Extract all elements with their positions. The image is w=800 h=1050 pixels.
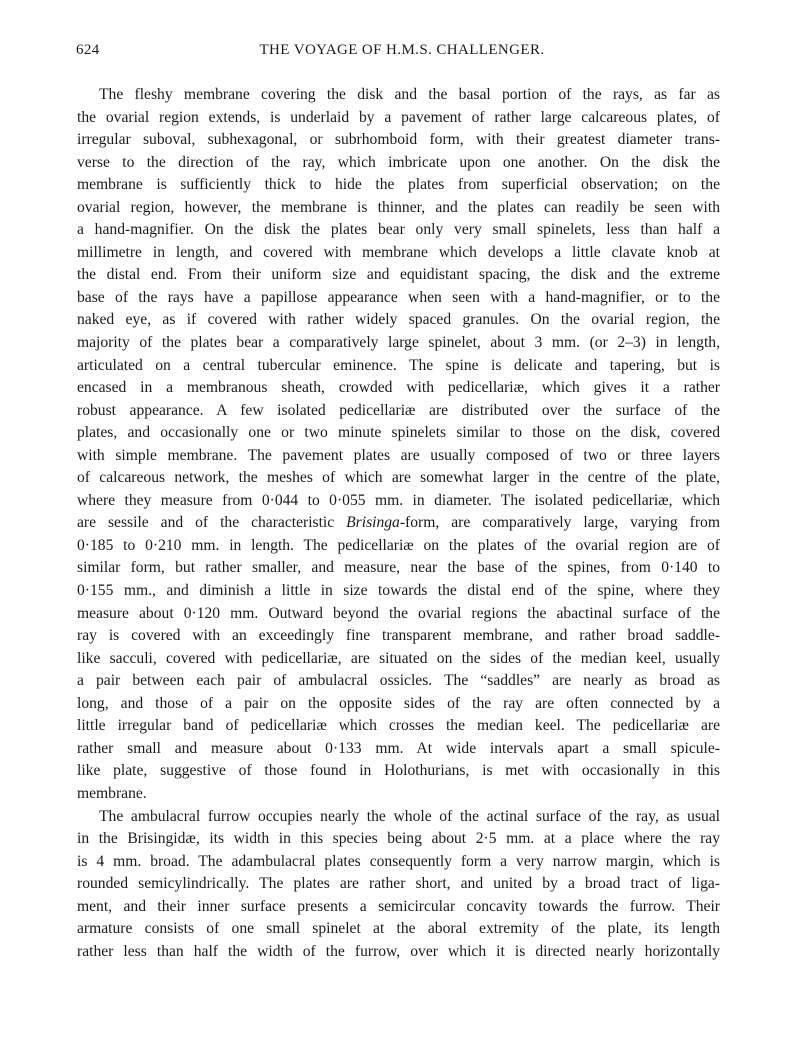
page-header	[76, 42, 728, 66]
text-line: ray is covered with an exceedingly fine transparent membrane, and rather broad saddle-	[77, 627, 720, 645]
text-line: The ambulacral furrow occupies nearly the whole of the actinal surface of the ray, as usual	[99, 807, 720, 825]
text-line: is 4 mm. broad. The adambulacral plates consequently form a very narrow margin, which is	[77, 852, 720, 870]
text-line: membrane is sufficiently thick to hide the plates from superficial observation; on the	[77, 176, 720, 194]
text-line: long, and those of a pair on the opposite sides of the ray are often connected by a	[77, 694, 720, 712]
text-line: where they measure from 0·044 to 0·055 mm. in diameter. The isolated pedicellariæ, which	[77, 491, 720, 509]
text-line: in the Brisingidæ, its width in this species being about 2·5 mm. at a place where the ray	[77, 830, 720, 848]
text-line: naked eye, as if covered with rather widely spaced granules. On the ovarial region, the	[77, 311, 720, 329]
text-line: similar form, but rather smaller, and measure, near the base of the spines, from 0·140 to	[77, 559, 720, 577]
text-line: with simple membrane. The pavement plates are usually composed of two or three layers	[77, 446, 720, 464]
text-line: encased in a membranous sheath, crowded with pedicellariæ, which gives it a rather	[77, 379, 720, 397]
text-line: rather small and measure about 0·133 mm. At wide intervals apart a small spicule-	[77, 739, 720, 757]
text-line: membrane.	[77, 784, 147, 802]
text-line: robust appearance. A few isolated pedicellariæ are distributed over the surface of the	[77, 401, 720, 419]
body-text	[77, 84, 720, 963]
text-segment: -form, are comparatively large, varying from	[399, 514, 720, 532]
text-line: base of the rays have a papillose appearance when seen with a hand-magnifier, or to the	[77, 288, 720, 306]
genus-name-italic: Brisinga	[346, 514, 400, 532]
text-line: rather less than half the width of the furrow, over which it is directed nearly horizontally	[77, 942, 720, 960]
text-line: 0·185 to 0·210 mm. in length. The pedicellariæ on the plates of the ovarial region are of	[77, 536, 720, 554]
text-line: verse to the direction of the ray, which imbricate upon one another. On the disk the	[77, 153, 720, 171]
text-line: ovarial region, however, the membrane is thinner, and the plates can readily be seen with	[77, 198, 720, 216]
text-line: majority of the plates bear a comparatively large spinelet, about 3 mm. (or 2–3) in length,	[77, 334, 720, 352]
text-line: millimetre in length, and covered with membrane which develops a little clavate knob at	[77, 243, 720, 261]
text-line: the distal end. From their uniform size and equidistant spacing, the disk and the extreme	[77, 266, 720, 284]
running-title: THE VOYAGE OF H.M.S. CHALLENGER.	[259, 42, 545, 58]
text-line: rounded semicylindrically. The plates are rather short, and united by a broad tract of liga-	[77, 875, 720, 893]
text-line: a pair between each pair of ambulacral ossicles. The “saddles” are nearly as broad as	[77, 672, 720, 690]
text-line: plates, and occasionally one or two minute spinelets similar to those on the disk, covered	[77, 424, 720, 442]
text-line: ment, and their inner surface presents a semicircular concavity towards the furrow. Their	[77, 897, 720, 915]
text-line: the ovarial region extends, is underlaid by a pavement of rather large calcareous plates, of	[77, 108, 720, 126]
text-line: articulated on a central tubercular eminence. The spine is delicate and tapering, but is	[77, 356, 720, 374]
text-line: measure about 0·120 mm. Outward beyond the ovarial regions the abactinal surface of the	[77, 604, 720, 622]
text-line: irregular suboval, subhexagonal, or subrhomboid form, with their greatest diameter trans-	[77, 131, 720, 149]
text-line: little irregular band of pedicellariæ which crosses the median keel. The pedicellariæ are	[77, 717, 720, 735]
text-line: like plate, suggestive of those found in Holothurians, is met with occasionally in this	[77, 762, 720, 780]
text-line: The fleshy membrane covering the disk and the basal portion of the rays, as far as	[99, 86, 720, 103]
paragraph-1	[77, 84, 720, 806]
text-line: like sacculi, covered with pedicellariæ, are situated on the sides of the median keel, usually	[77, 649, 720, 667]
text-line: 0·155 mm., and diminish a little in size towards the distal end of the spine, where they	[77, 582, 720, 600]
text-segment: are sessile and of the characteristic	[77, 514, 347, 532]
text-line: of calcareous network, the meshes of which are somewhat larger in the centre of the plate,	[77, 469, 720, 487]
paragraph-2	[77, 806, 720, 964]
text-line-mixed	[77, 512, 720, 535]
text-line: a hand-magnifier. On the disk the plates bear only very small spinelets, less than half a	[77, 221, 720, 239]
page-number: 624	[76, 42, 100, 58]
text-line: armature consists of one small spinelet at the aboral extremity of the plate, its length	[77, 920, 720, 938]
